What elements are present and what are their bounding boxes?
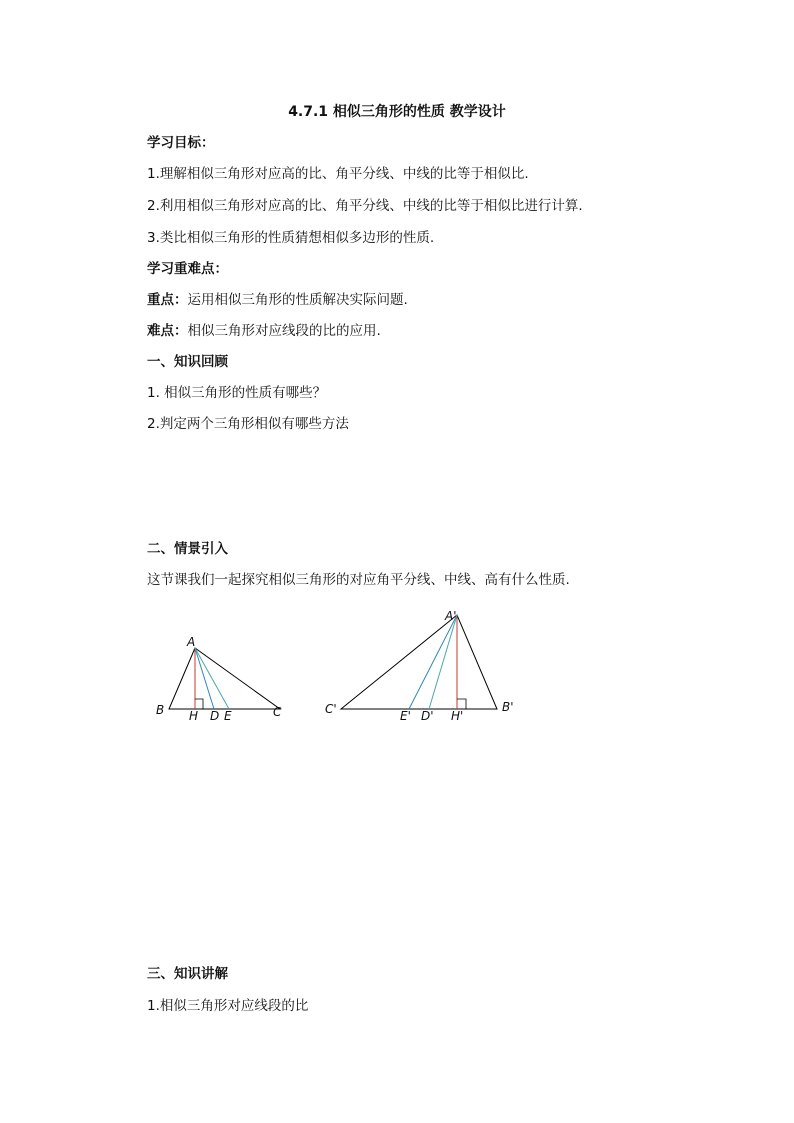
right-angle-mark-h-prime [457,699,466,709]
goal-item-2: 2.利用相似三角形对应高的比、角平分线、中线的比等于相似比进行计算. [147,198,583,214]
triangle-abc-prime-outline [341,615,497,709]
key-points-heading: 学习重难点： [147,261,228,277]
label-e-prime: E' [400,709,411,723]
review-item-2: 2.判定两个三角形相似有哪些方法 [147,416,349,432]
right-angle-mark-h [195,699,203,709]
label-c: C [273,705,282,719]
section2-intro-text: 这节课我们一起探究相似三角形的对应角平分线、中线、高有什么性质. [147,572,570,588]
difficult-point-text: 相似三角形对应线段的比的应用. [187,323,381,339]
section1-heading: 一、知识回顾 [147,354,228,370]
goal-item-1: 1.理解相似三角形对应高的比、角平分线、中线的比等于相似比. [147,166,529,182]
label-d: D [210,709,220,723]
label-h: H [189,709,199,723]
label-e: E [224,709,232,723]
triangle-a-prime-b-prime-c-prime [325,609,514,723]
section3-heading: 三、知识讲解 [147,966,228,982]
label-a-prime: A' [445,609,457,623]
review-item-1: 1. 相似三角形的性质有哪些？ [147,385,327,401]
triangle-abc-outline [169,648,280,709]
difficult-point-label: 难点： [147,323,188,339]
label-b-prime: B' [502,700,514,714]
label-d-prime: D' [421,709,434,723]
document-title: 4.7.1 相似三角形的性质 教学设计 [288,104,506,120]
section3-item-1: 1.相似三角形对应线段的比 [147,998,309,1014]
median-ae [195,648,229,709]
label-a: A [187,635,196,649]
section2-heading: 二、情景引入 [147,541,228,557]
goal-item-3: 3.类比相似三角形的性质猜想相似多边形的性质. [147,230,435,246]
label-b: B [156,703,165,717]
triangle-abc [156,635,282,723]
label-c-prime: C' [325,702,337,716]
label-h-prime: H' [451,709,464,723]
bisector-ad [195,648,214,709]
key-point-label: 重点： [147,292,188,308]
key-point-text: 运用相似三角形的性质解决实际问题. [187,292,408,308]
goals-heading: 学习目标： [147,135,215,151]
